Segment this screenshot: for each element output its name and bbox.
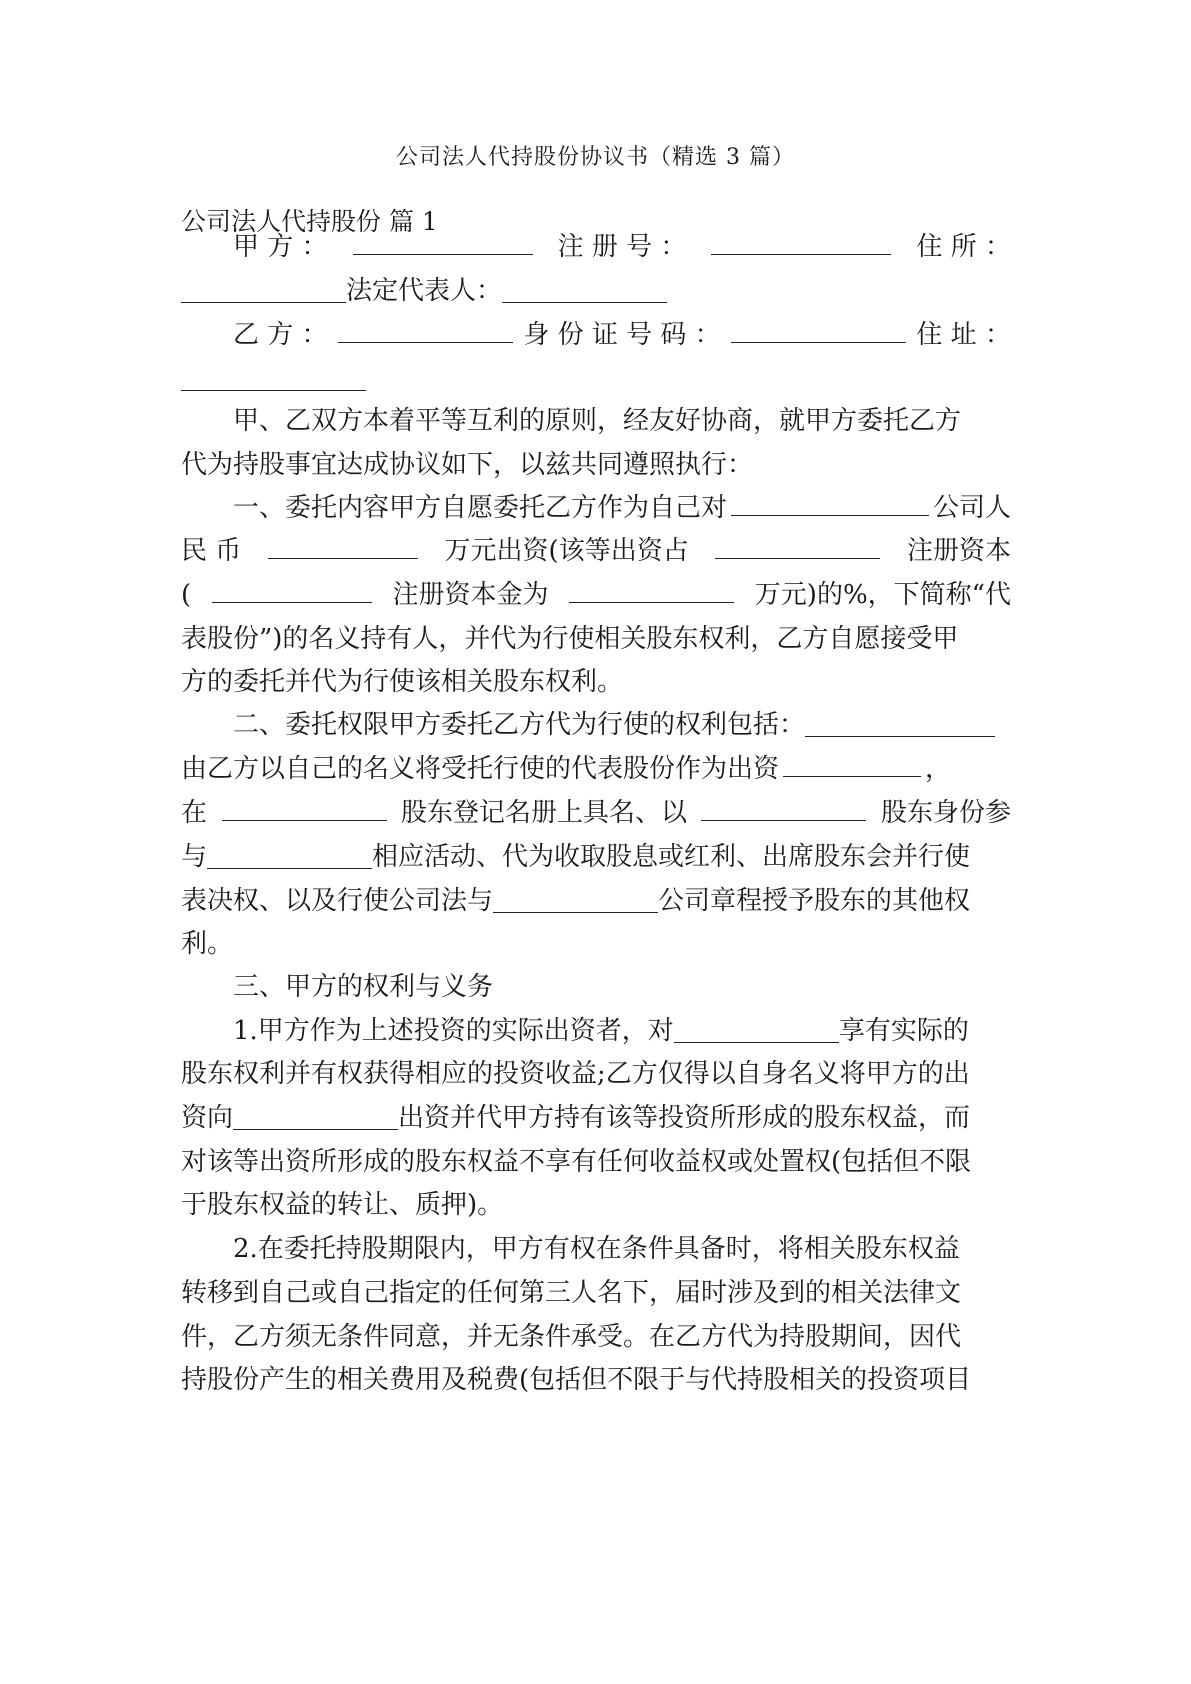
- contribution-blank: [233, 1099, 398, 1130]
- clause2-text: ，: [924, 754, 951, 784]
- capital-amount-blank: [569, 572, 734, 603]
- clause3-p1-line-3: [181, 1093, 1011, 1143]
- clause2-text: 二、委托权限甲方委托乙方代为行使的权利包括：: [233, 710, 806, 740]
- party-b-id-blank: [731, 312, 906, 343]
- rights-blank: [805, 706, 995, 737]
- party-b-address-label: 住 址 ：: [916, 320, 1011, 350]
- party-a-address-blank: [181, 272, 346, 303]
- capital-blank: [212, 572, 372, 603]
- clause2-text: 相应活动、代为收取股息或红利、出席股东会并行使: [372, 842, 971, 872]
- clause2-line-3: [181, 788, 1011, 838]
- clause3-p1-line-2: 股东权利并有权获得相应的投资收益;乙方仅得以自身名义将甲方的出: [181, 1059, 970, 1089]
- clause1-text: 公司人: [932, 493, 1011, 523]
- clause2-text: 股东登记名册上具名、以: [400, 798, 687, 828]
- clause1-text: 万元出资(该等出资占: [444, 536, 689, 566]
- register-blank: [222, 790, 387, 821]
- clause1-line-2: [181, 526, 1011, 576]
- party-a-reg-blank: [711, 224, 891, 255]
- clause1-line-4: 表股份”)的名义持有人，并代为行使相关股东权利，乙方自愿接受甲: [181, 624, 959, 654]
- clause1-text: 注册资本金为: [392, 580, 549, 610]
- shareholder-blank: [701, 790, 866, 821]
- section-heading: 公司法人代持股份 篇 1: [181, 207, 438, 236]
- party-b-id-label: 身 份 证 号 码 ：: [523, 320, 721, 350]
- party-a-line: [233, 222, 1011, 272]
- clause1-text: 民 币: [181, 536, 242, 566]
- amount-blank: [268, 528, 418, 559]
- document-title: 公司法人代持股份协议书（精选 3 篇）: [396, 145, 795, 170]
- party-a-address-label: 住 所 ：: [916, 232, 1011, 262]
- clause3-text: 出资并代甲方持有该等投资所形成的股东权益，而: [398, 1103, 971, 1133]
- clause1-text: 万元)的%，下简称“代: [754, 580, 1011, 610]
- clause2-text: 表决权、以及行使公司法与: [181, 886, 494, 916]
- clause1-line-5: 方的委托并代为行使该相关股东权利。: [181, 667, 624, 697]
- party-b-name-blank: [338, 312, 513, 343]
- clause2-text: 股东身份参: [880, 798, 1011, 828]
- party-a-label: 甲 方 ：: [233, 232, 328, 262]
- party-a-name-blank: [353, 224, 533, 255]
- company-blank: [731, 485, 929, 516]
- party-a-rep-label: 法定代表人：: [346, 276, 503, 306]
- clause2-line-1: [233, 700, 1033, 750]
- intro-line-1: 甲、乙双方本着平等互利的原则，经友好协商，就甲方委托乙方: [233, 406, 962, 436]
- party-a-reg-label: 注 册 号 ：: [557, 232, 687, 262]
- ratio-blank: [715, 528, 880, 559]
- articles-blank: [493, 882, 658, 913]
- clause2-text: 与: [181, 842, 208, 872]
- intro-line-2: 代为持股事宜达成协议如下，以兹共同遵照执行：: [181, 450, 754, 480]
- clause1-text: 注册资本: [906, 536, 1011, 566]
- investment-blank: [783, 746, 921, 777]
- clause3-text: 资向: [181, 1103, 234, 1133]
- clause3-p2-line-3: 件，乙方须无条件同意，并无条件承受。在乙方代为持股期间，因代: [181, 1322, 962, 1352]
- party-a-rep-blank: [502, 272, 667, 303]
- clause2-text: 由乙方以自己的名义将受托行使的代表股份作为出资: [181, 754, 780, 784]
- party-b-line: [233, 310, 1011, 360]
- clause1-text: (: [181, 580, 192, 610]
- party-b-label: 乙 方 ：: [233, 320, 328, 350]
- clause3-heading: 三、甲方的权利与义务: [233, 972, 494, 1002]
- clause3-p2-line-2: 转移到自己或自己指定的任何第三人名下，届时涉及到的相关法律文: [181, 1278, 962, 1308]
- clause1-line-3: [181, 570, 1011, 620]
- clause3-p2-line-4: 持股份产生的相关费用及税费(包括但不限于与代持股相关的投资项目: [181, 1365, 972, 1395]
- party-a-rep-line: [181, 266, 1011, 316]
- clause3-text: 1.甲方作为上述投资的实际出资者，对: [233, 1016, 674, 1046]
- clause2-text: 公司章程授予股东的其他权: [658, 886, 971, 916]
- clause1-text: 一、委托内容甲方自愿委托乙方作为自己对: [233, 493, 728, 523]
- clause3-p1-line-4: 对该等出资所形成的股东权益不享有任何收益权或处置权(包括但不限: [181, 1147, 972, 1177]
- activity-blank: [207, 838, 372, 869]
- clause2-line-4: [181, 832, 1011, 882]
- holding-blank: [674, 1012, 839, 1043]
- clause2-line-6: 利。: [181, 929, 234, 959]
- clause2-text: 在: [181, 798, 208, 828]
- party-b-address-blank: [181, 360, 366, 391]
- clause3-text: 享有实际的: [838, 1016, 969, 1046]
- clause3-p2-line-1: 2.在委托持股期限内，甲方有权在条件具备时，将相关股东权益: [233, 1234, 960, 1264]
- clause3-p1-line-5: 于股东权益的转让、质押)。: [181, 1190, 504, 1220]
- clause2-line-2: [181, 744, 951, 794]
